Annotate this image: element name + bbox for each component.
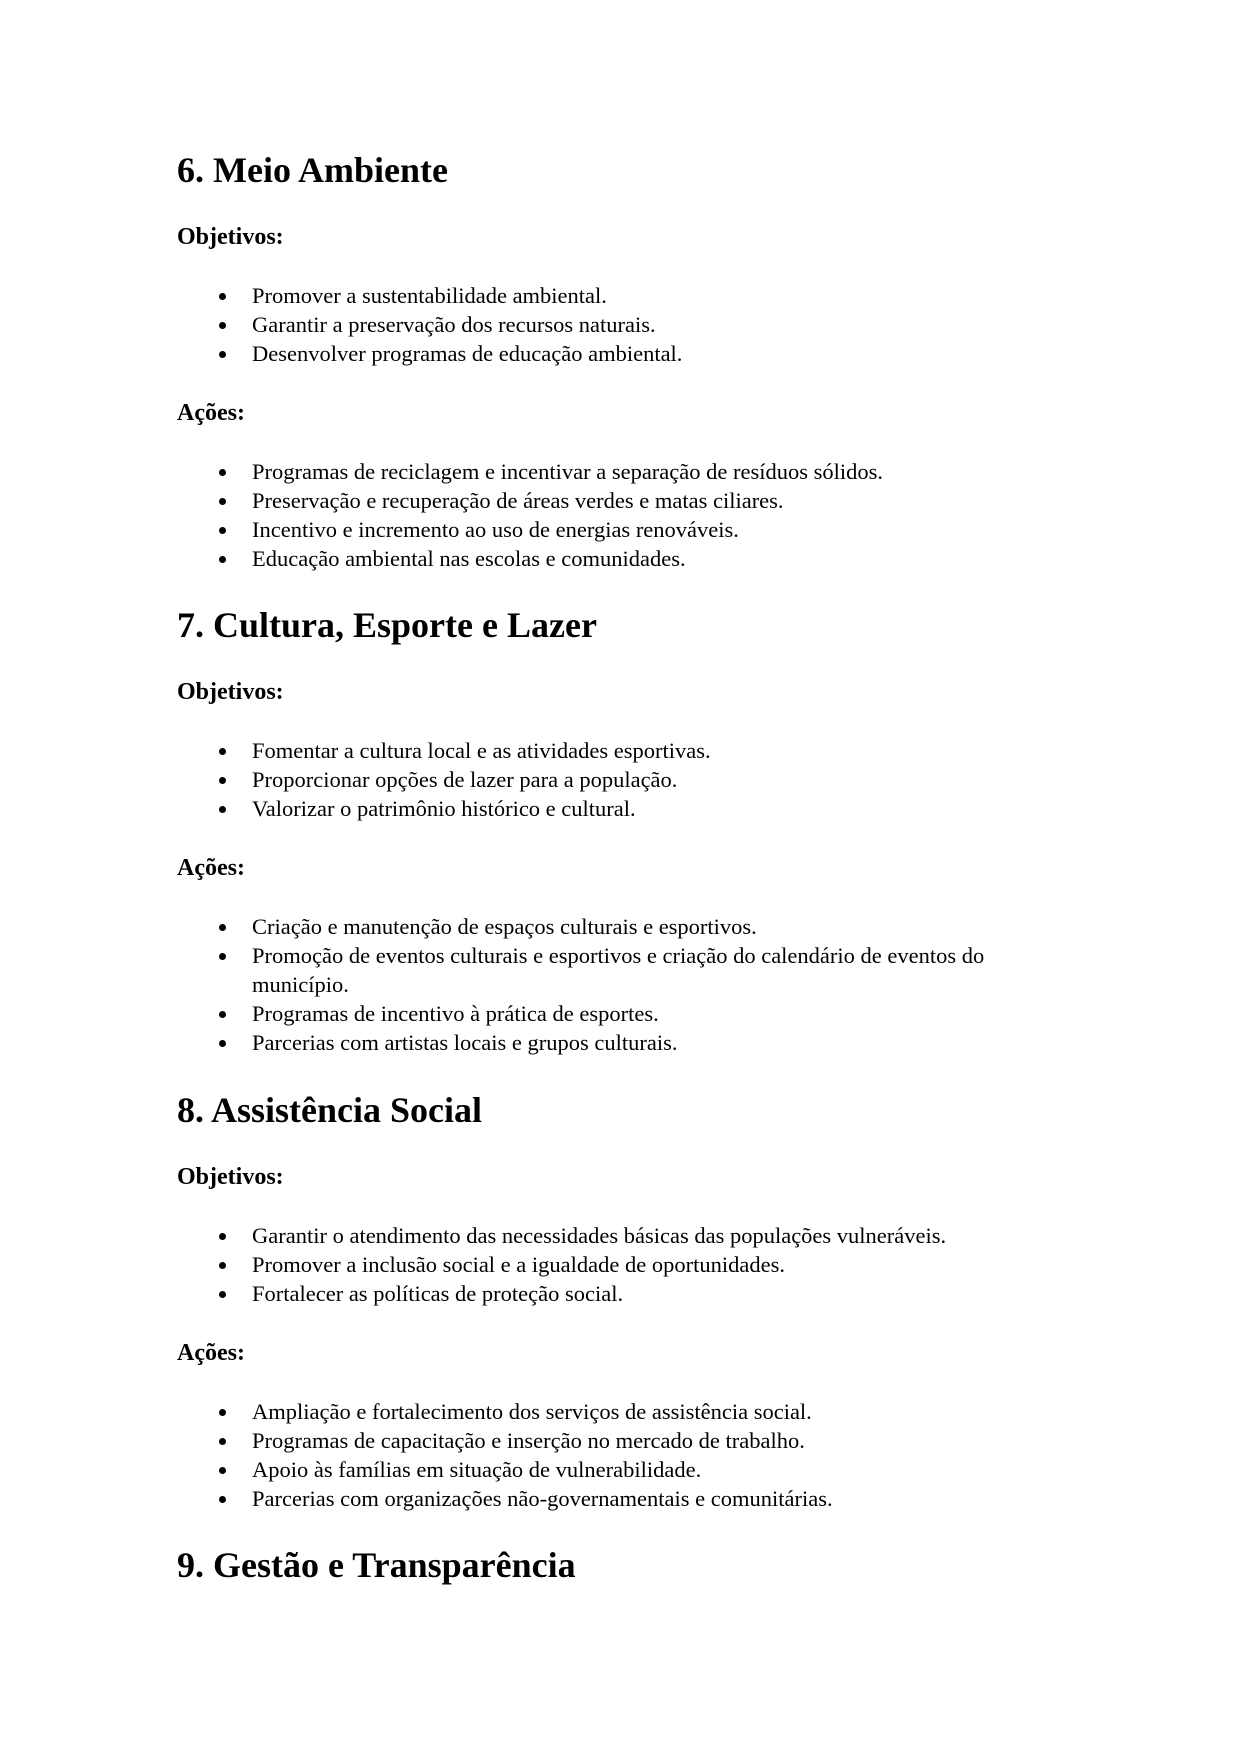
section-8-title: 8. Assistência Social — [177, 1090, 483, 1130]
list-item: Garantir a preservação dos recursos naturais. — [0, 310, 1241, 339]
bullet-icon — [219, 556, 226, 563]
bullet-icon — [219, 748, 226, 755]
section-6-objetivos-label: Objetivos: — [177, 224, 284, 250]
list-item: Valorizar o patrimônio histórico e cultural. — [0, 794, 1241, 823]
bullet-icon — [219, 498, 226, 505]
bullet-icon — [219, 322, 226, 329]
section-7-objetivos-label: Objetivos: — [177, 679, 284, 705]
list-item: Fomentar a cultura local e as atividades esportivas. — [0, 736, 1241, 765]
bullet-icon — [219, 527, 226, 534]
section-8-acoes-list — [0, 1397, 1241, 1513]
section-7-acoes-list — [0, 912, 1241, 1057]
bullet-icon — [219, 1040, 226, 1047]
bullet-icon — [219, 351, 226, 358]
list-item: Promoção de eventos culturais e esportivos e criação do calendário de eventos do município. — [0, 941, 1241, 999]
section-6-objetivos-list — [0, 281, 1241, 368]
section-7-objetivos-list — [0, 736, 1241, 823]
section-8-objetivos-label: Objetivos: — [177, 1164, 284, 1190]
list-item: Criação e manutenção de espaços culturais e esportivos. — [0, 912, 1241, 941]
bullet-icon — [219, 1438, 226, 1445]
list-item: Preservação e recuperação de áreas verdes e matas ciliares. — [0, 486, 1241, 515]
list-item: Programas de incentivo à prática de esportes. — [0, 999, 1241, 1028]
section-6-title: 6. Meio Ambiente — [177, 150, 448, 190]
bullet-icon — [219, 1291, 226, 1298]
section-6-acoes-list — [0, 457, 1241, 573]
list-item: Parcerias com artistas locais e grupos culturais. — [0, 1028, 1241, 1057]
section-8-acoes-label: Ações: — [177, 1340, 245, 1366]
bullet-icon — [219, 953, 226, 960]
section-8-objetivos-list — [0, 1221, 1241, 1308]
bullet-icon — [219, 1262, 226, 1269]
list-item: Incentivo e incremento ao uso de energias renováveis. — [0, 515, 1241, 544]
bullet-icon — [219, 924, 226, 931]
list-item: Ampliação e fortalecimento dos serviços de assistência social. — [0, 1397, 1241, 1426]
bullet-icon — [219, 1496, 226, 1503]
bullet-icon — [219, 469, 226, 476]
list-item: Educação ambiental nas escolas e comunidades. — [0, 544, 1241, 573]
bullet-icon — [219, 293, 226, 300]
list-item: Proporcionar opções de lazer para a população. — [0, 765, 1241, 794]
list-item: Promover a inclusão social e a igualdade de oportunidades. — [0, 1250, 1241, 1279]
bullet-icon — [219, 806, 226, 813]
list-item: Fortalecer as políticas de proteção social. — [0, 1279, 1241, 1308]
bullet-icon — [219, 1011, 226, 1018]
section-9-title: 9. Gestão e Transparência — [177, 1545, 576, 1585]
list-item: Programas de capacitação e inserção no mercado de trabalho. — [0, 1426, 1241, 1455]
section-6-acoes-label: Ações: — [177, 400, 245, 426]
bullet-icon — [219, 1233, 226, 1240]
list-item: Desenvolver programas de educação ambiental. — [0, 339, 1241, 368]
list-item: Promover a sustentabilidade ambiental. — [0, 281, 1241, 310]
list-item: Apoio às famílias em situação de vulnerabilidade. — [0, 1455, 1241, 1484]
section-7-acoes-label: Ações: — [177, 855, 245, 881]
list-item: Garantir o atendimento das necessidades básicas das populações vulneráveis. — [0, 1221, 1241, 1250]
bullet-icon — [219, 777, 226, 784]
section-7-title: 7. Cultura, Esporte e Lazer — [177, 605, 597, 645]
list-item: Programas de reciclagem e incentivar a separação de resíduos sólidos. — [0, 457, 1241, 486]
list-item: Parcerias com organizações não-governamentais e comunitárias. — [0, 1484, 1241, 1513]
bullet-icon — [219, 1467, 226, 1474]
bullet-icon — [219, 1409, 226, 1416]
